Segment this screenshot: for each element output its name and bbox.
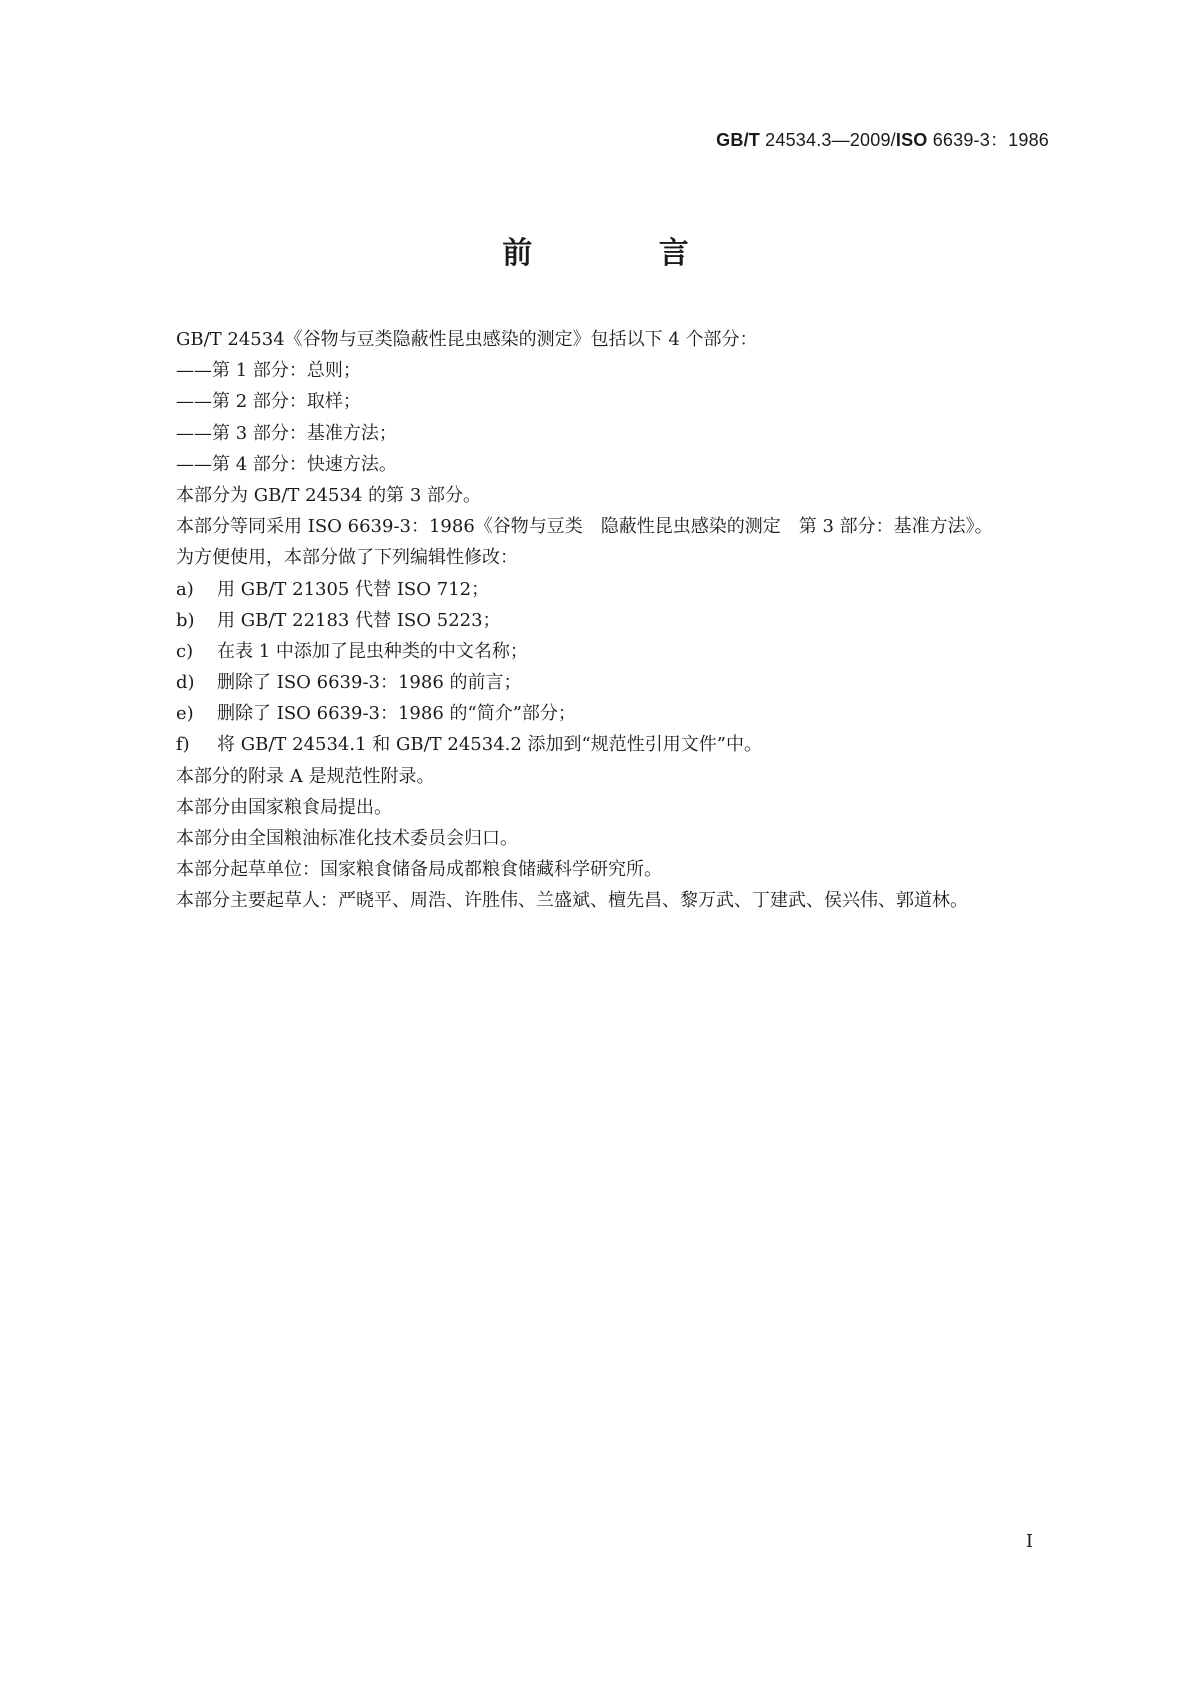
- drafting-unit-paragraph: 本部分起草单位：国家粮食储备局成都粮食储藏科学研究所。: [176, 859, 662, 881]
- annex-paragraph: 本部分的附录 A 是规范性附录。: [176, 765, 435, 787]
- list-marker: b): [176, 609, 195, 631]
- part-list-item: ——第 3 部分：基准方法；: [176, 422, 397, 444]
- foreword-body: [176, 324, 1056, 917]
- edit-list-item: [176, 574, 1056, 605]
- edit-list-item: [176, 636, 1056, 667]
- iso-number: 6639-3：1986: [927, 130, 1049, 150]
- edit-list-item: [176, 729, 1056, 760]
- standard-number: 24534.3—2009/: [759, 130, 896, 150]
- page-number: I: [1025, 1531, 1033, 1552]
- edits-intro-paragraph: 为方便使用，本部分做了下列编辑性修改：: [176, 547, 518, 569]
- page-title: 前 言: [502, 236, 747, 271]
- standard-number-header: [716, 126, 1049, 152]
- managed-by-paragraph: 本部分由全国粮油标准化技术委员会归口。: [176, 828, 518, 849]
- iso-prefix: ISO: [895, 130, 928, 150]
- list-item-text: 删除了 ISO 6639-3：1986 的前言；: [217, 672, 522, 694]
- drafters-paragraph: 本部分主要起草人：严晓平、周浩、许胜伟、兰盛斌、檀先昌、黎万武、丁建武、侯兴伟、郭道林。: [176, 890, 968, 912]
- edit-list-item: [176, 605, 1056, 636]
- edit-list-item: [176, 698, 1056, 729]
- list-item-text: 将 GB/T 24534.1 和 GB/T 24534.2 添加到“规范性引用文件”中。: [217, 734, 762, 756]
- part-list-item: ——第 4 部分：快速方法。: [176, 453, 397, 475]
- list-marker: a): [176, 578, 194, 600]
- part-list-item: ——第 1 部分：总则；: [176, 360, 361, 382]
- list-marker: e): [176, 703, 194, 725]
- standard-prefix: GB/T: [716, 130, 760, 150]
- this-part-paragraph: 本部分为 GB/T 24534 的第 3 部分。: [176, 484, 481, 506]
- list-item-text: 用 GB/T 21305 代替 ISO 712；: [217, 578, 490, 600]
- equivalence-paragraph: 本部分等同采用 ISO 6639-3：1986《谷物与豆类 隐蔽性昆虫感染的测定 第 3 部分：基准方法》。: [176, 516, 993, 538]
- proposed-by-paragraph: 本部分由国家粮食局提出。: [176, 796, 392, 818]
- part-list-item: ——第 2 部分：取样；: [176, 391, 361, 413]
- list-marker: d): [176, 672, 195, 694]
- edit-list-item: [176, 667, 1056, 698]
- list-item-text: 用 GB/T 22183 代替 ISO 5223；: [217, 609, 501, 631]
- list-item-text: 删除了 ISO 6639-3：1986 的“简介”部分；: [217, 703, 576, 725]
- intro-paragraph: GB/T 24534《谷物与豆类隐蔽性昆虫感染的测定》包括以下 4 个部分：: [176, 329, 758, 350]
- list-marker: c): [176, 640, 194, 662]
- list-marker: f): [176, 734, 190, 756]
- list-item-text: 在表 1 中添加了昆虫种类的中文名称；: [217, 640, 528, 662]
